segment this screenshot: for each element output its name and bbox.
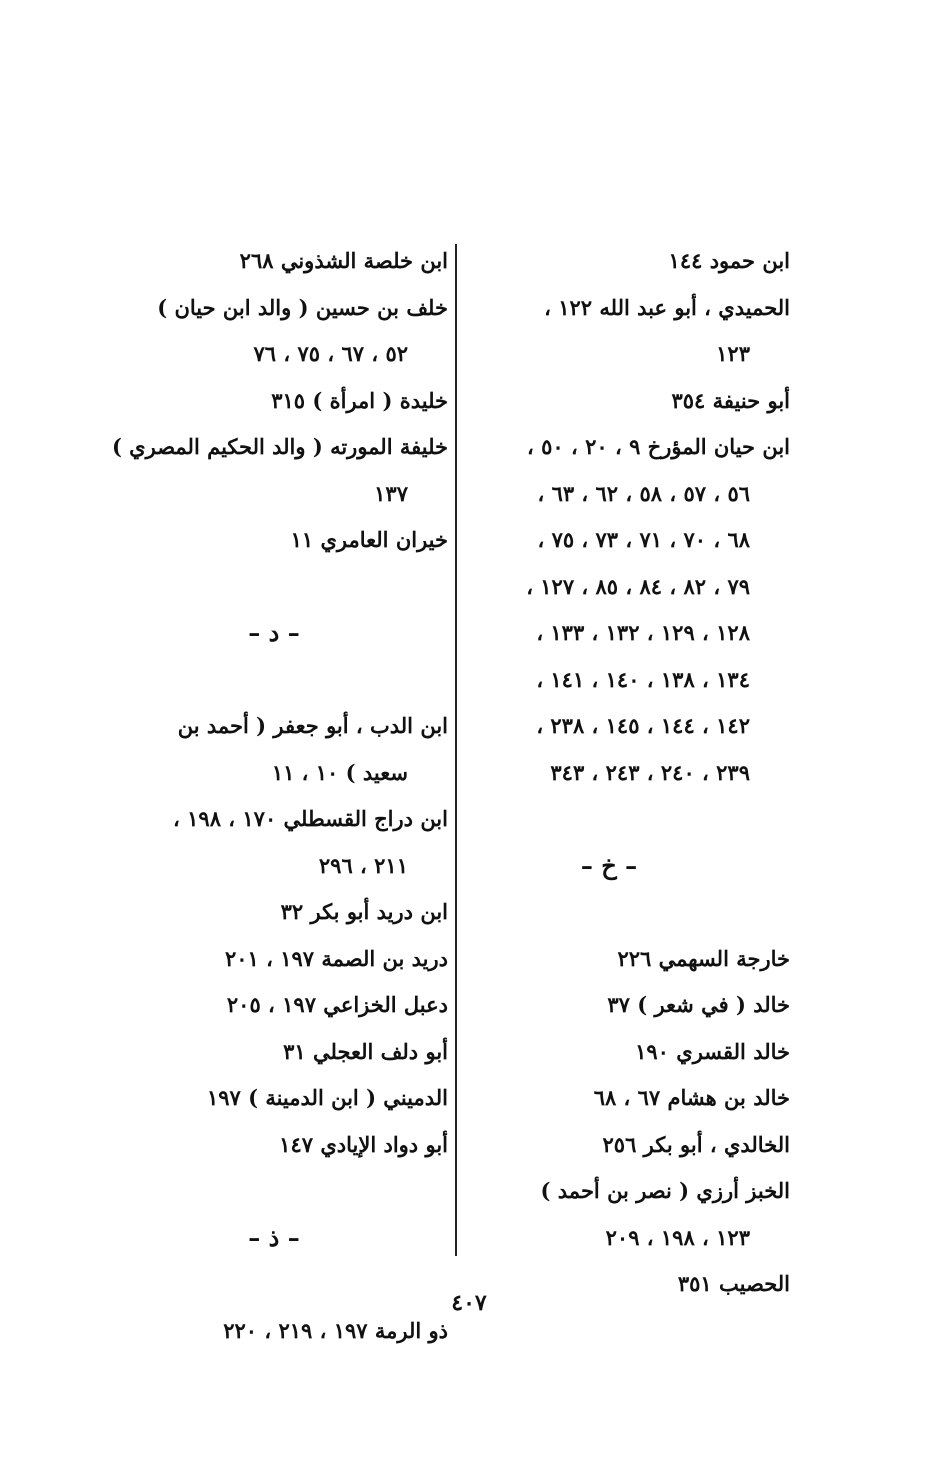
index-entry: الحميدي ، أبو عبد الله ١٢٢ ، [544, 294, 790, 320]
index-entry: خليفة المورته ( والد الحكيم المصري ) [111, 434, 448, 459]
index-entry: ابن حيان المؤرخ ٩ ، ٢٠ ، ٥٠ ، [527, 434, 790, 459]
index-entry-continuation: ١٢٣ ، ١٩٨ ، ٢٠٩ [605, 1224, 750, 1250]
column-divider [455, 244, 457, 1256]
index-entry: ابن دراج القسطلي ١٧٠ ، ١٩٨ ، [173, 806, 448, 831]
index-entry: أبو حنيفة ٣٥٤ [671, 387, 790, 413]
blank-line [100, 1168, 448, 1215]
index-entry: ابن حمود ١٤٤ [668, 248, 790, 273]
index-entry: الخبز أرزي ( نصر بن أحمد ) [540, 1178, 790, 1203]
index-entry-continuation: ١٢٣ [716, 341, 750, 366]
index-entry: خيران العامري ١١ [290, 527, 448, 552]
index-entry: أبو دلف العجلي ٣١ [283, 1038, 448, 1064]
index-entry-continuation: ١٣٤ ، ١٣٨ ، ١٤٠ ، ١٤١ ، [536, 666, 750, 692]
index-entry: خالد ( في شعر ) ٣٧ [607, 992, 790, 1017]
index-entry-continuation: ٢٣٩ ، ٢٤٠ ، ٢٤٣ ، ٣٤٣ [550, 759, 750, 785]
section-heading-dhal: – ذ – [248, 1222, 300, 1252]
index-entry: أبو دواد الإيادي ١٤٧ [279, 1131, 448, 1157]
index-entry: دريد بن الصمة ١٩٧ ، ٢٠١ [224, 945, 448, 971]
blank-line [428, 889, 790, 936]
index-entry: خارجة السهمي ٢٢٦ [617, 945, 790, 971]
index-entry-continuation: ٢١١ ، ٢٩٦ [318, 852, 408, 878]
index-column-right [428, 238, 790, 1308]
index-entry: خالد بن هشام ٦٧ ، ٦٨ [593, 1085, 790, 1110]
index-entry: ذو الرمة ١٩٧ ، ٢١٩ ، ٢٢٠ [223, 1317, 448, 1343]
index-entry: الخالدي ، أبو بكر ٢٥٦ [602, 1131, 790, 1157]
index-entry-continuation: ٥٢ ، ٦٧ ، ٧٥ ، ٧٦ [253, 341, 408, 366]
section-heading-kha: – خ – [580, 850, 638, 880]
index-entry: ابن دريد أبو بكر ٣٢ [280, 899, 448, 924]
index-entry-continuation: ١٣٧ [374, 480, 408, 506]
index-entry: خالد القسري ١٩٠ [635, 1038, 790, 1064]
index-entry-continuation: ٥٦ ، ٥٧ ، ٥٨ ، ٦٢ ، ٦٣ ، [537, 480, 750, 506]
index-column-left [100, 238, 448, 1354]
section-heading-dal: – د – [248, 618, 300, 647]
blank-line [100, 657, 448, 704]
index-entry-continuation: ١٢٨ ، ١٢٩ ، ١٣٢ ، ١٣٣ ، [536, 620, 750, 645]
index-entry: ابن خلصة الشذوني ٢٦٨ [239, 248, 448, 273]
blank-line [100, 564, 448, 611]
index-entry-continuation: ٧٩ ، ٨٢ ، ٨٤ ، ٨٥ ، ١٢٧ ، [526, 573, 750, 599]
index-entry: الحصيب ٣٥١ [677, 1271, 790, 1296]
index-entry: دعبل الخزاعي ١٩٧ ، ٢٠٥ [226, 992, 448, 1017]
index-entry: الدميني ( ابن الدمينة ) ١٩٧ [206, 1085, 448, 1110]
index-entry: خلف بن حسين ( والد ابن حيان ) [157, 294, 448, 320]
blank-line [428, 796, 790, 843]
index-entry-continuation: ٦٨ ، ٧٠ ، ٧١ ، ٧٣ ، ٧٥ ، [537, 527, 750, 552]
index-entry-continuation: سعيد ) ١٠ ، ١١ [271, 759, 408, 785]
index-entry: خليدة ( امرأة ) ٣١٥ [271, 387, 448, 413]
index-entry: ابن الدب ، أبو جعفر ( أحمد بن [177, 713, 448, 738]
index-entry-continuation: ١٤٢ ، ١٤٤ ، ١٤٥ ، ٢٣٨ ، [536, 713, 750, 738]
page-number: ٤٠٧ [451, 1290, 487, 1316]
